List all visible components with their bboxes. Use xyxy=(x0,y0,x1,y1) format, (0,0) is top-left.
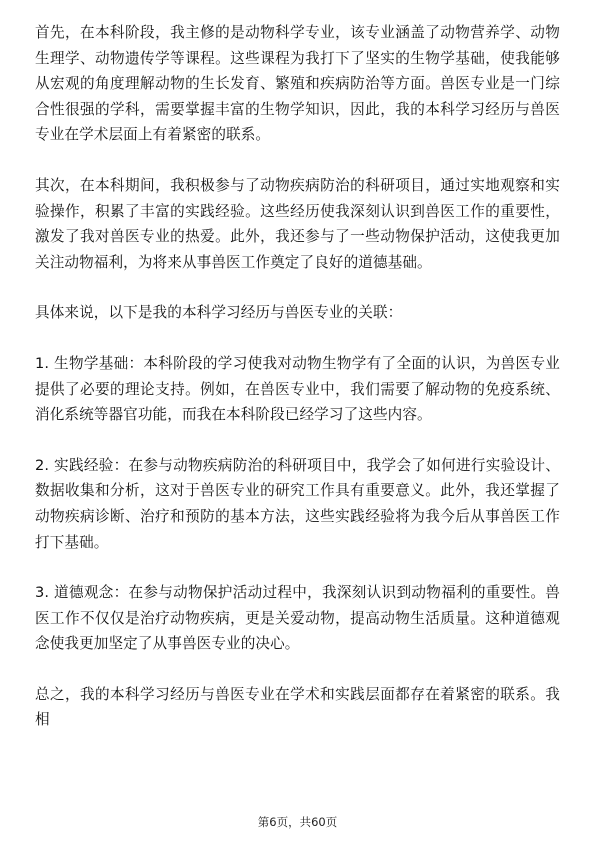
paragraph-intro-major: 首先，在本科阶段，我主修的是动物科学专业，该专业涵盖了动物营养学、动物生理学、动物遗传学等课程。这些课程为我打下了坚实的生物学基础，使我能够从宏观的角度理解动物的生长发育、繁殖和疾病防治等方面。兽医专业是一门综合性很强的学科，需要掌握丰富的生物学知识，因此，我的本科学习经历与兽医专业在学术层面上有着紧密的联系。 xyxy=(35,24,560,144)
list-item-practical-experience: 2. 实践经验：在参与动物疾病防治的科研项目中，我学会了如何进行实验设计、数据收集和分析，这对于兽医专业的研究工作具有重要意义。此外，我还掌握了动物疾病诊断、治疗和预防的基本方法，这些实践经验将为我今后从事兽医工作打下基础。 xyxy=(35,456,560,551)
paragraph-gap xyxy=(35,326,560,351)
paragraph-gap xyxy=(35,428,560,453)
paragraph-list-intro: 具体来说，以下是我的本科学习经历与兽医专业的关联： xyxy=(35,304,403,322)
page-number-footer: 第6页，共60页 xyxy=(257,815,338,829)
list-item-ethics: 3. 道德观念：在参与动物保护活动过程中，我深刻认识到动物福利的重要性。兽医工作不仅仅是治疗动物疾病，更是关爱动物，提高动物生活质量。这种道德观念使我更加坚定了从事兽医专业的决心。 xyxy=(35,584,560,653)
paragraph-gap xyxy=(35,555,560,580)
paragraph-gap xyxy=(35,275,560,300)
list-item-biology-foundation: 1. 生物学基础：本科阶段的学习使我对动物生物学有了全面的认识，为兽医专业提供了必要的理论支持。例如，在兽医专业中，我们需要了解动物的免疫系统、消化系统等器官功能，而我在本科阶段已经学习了这些内容。 xyxy=(35,354,560,424)
paragraph-conclusion: 总之，我的本科学习经历与兽医专业在学术和实践层面都存在着紧密的联系。我相 xyxy=(35,685,560,729)
document-body xyxy=(35,20,560,733)
paragraph-gap xyxy=(35,148,560,173)
paragraph-research-experience: 其次，在本科期间，我积极参与了动物疾病防治的科研项目，通过实地观察和实验操作，积累了丰富的实践经验。这些经历使我深刻认识到兽医工作的重要性，激发了我对兽医专业的热爱。此外，我还参与了一些动物保护活动，这使我更加关注动物福利，为将来从事兽医工作奠定了良好的道德基础。 xyxy=(35,176,560,271)
paragraph-gap xyxy=(35,657,560,682)
